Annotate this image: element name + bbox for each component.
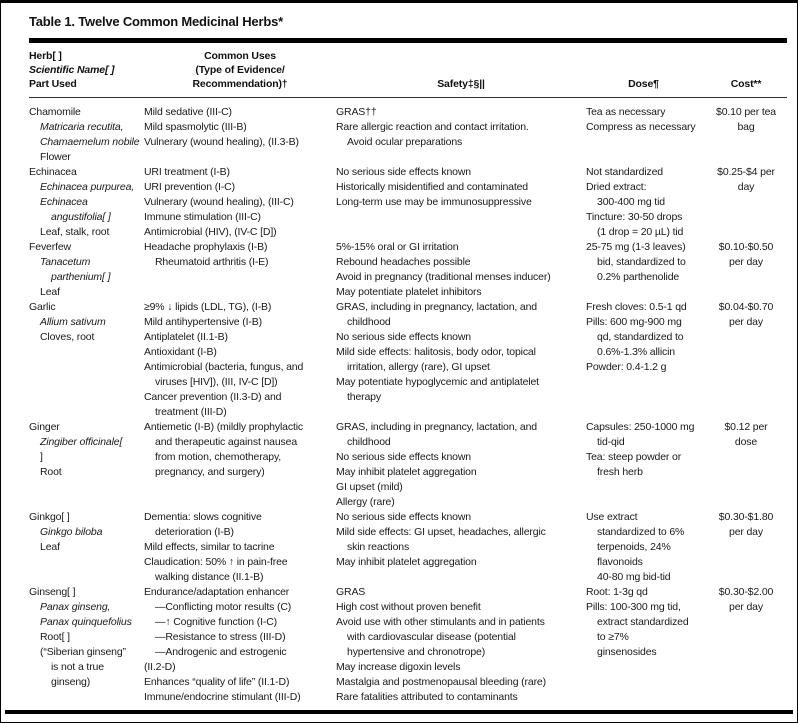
uses-line: URI treatment (I-B) bbox=[144, 166, 230, 178]
herb-line: Ginkgo[ ] bbox=[29, 511, 70, 523]
uses-line: Enhances “quality of life” (II.1-D) bbox=[144, 676, 290, 688]
safety-line: GRAS, including in pregnancy, lactation, and bbox=[336, 421, 537, 433]
cost-line: $0.25-$4 per bbox=[717, 166, 775, 178]
dose-line: to ≥7% bbox=[597, 631, 629, 643]
safety-cell bbox=[336, 420, 586, 510]
cost-line: $0.04-$0.70 bbox=[718, 301, 774, 313]
dose-line: 25-75 mg (1-3 leaves) bbox=[586, 241, 686, 253]
dose-line: Fresh cloves: 0.5-1 qd bbox=[586, 301, 687, 313]
herb-line: angustifolia[ ] bbox=[51, 211, 111, 223]
herb-line: ] bbox=[40, 451, 43, 463]
cost-line: bag bbox=[737, 121, 755, 133]
table-title: Table 1. Twelve Common Medicinal Herbs* bbox=[29, 14, 283, 29]
dose-line: Tea: steep powder or bbox=[586, 451, 682, 463]
herb-line: Panax ginseng, bbox=[40, 601, 111, 613]
safety-line: May potentiate hypoglycemic and antiplatelet bbox=[336, 376, 539, 388]
dose-line: qd, standardized to bbox=[597, 331, 684, 343]
column-header-dose bbox=[586, 77, 701, 91]
safety-line: May potentiate platelet inhibitors bbox=[336, 286, 482, 298]
cost-cell bbox=[701, 165, 791, 240]
table-header bbox=[29, 43, 797, 97]
safety-cell bbox=[336, 585, 586, 705]
uses-line: Antioxidant (I-B) bbox=[144, 346, 217, 358]
header-scientific-name-line: Scientific Name[ ] bbox=[29, 64, 115, 76]
dose-line: bid, standardized to bbox=[597, 256, 686, 268]
safety-line: GRAS bbox=[336, 586, 366, 598]
uses-line: —Resistance to stress (III-D) bbox=[155, 631, 286, 643]
uses-line: Headache prophylaxis (I-B) bbox=[144, 241, 268, 253]
cost-cell bbox=[701, 300, 791, 420]
dose-cell bbox=[586, 510, 701, 585]
cost-cell bbox=[701, 105, 791, 165]
uses-line: Antiemetic (I-B) (mildly prophylactic bbox=[144, 421, 303, 433]
cost-line: day bbox=[737, 181, 755, 193]
header-uses-line: (Type of Evidence/ bbox=[195, 64, 285, 76]
safety-line: irritation, allergy (rare), GI upset bbox=[347, 361, 490, 373]
cost-line: $0.10-$0.50 bbox=[718, 241, 774, 253]
herb-line: Garlic bbox=[29, 301, 56, 313]
herb-line: Ginseng[ ] bbox=[29, 586, 76, 598]
dose-line: Pills: 100-300 mg tid, bbox=[586, 601, 681, 613]
uses-cell bbox=[144, 510, 336, 585]
table-body bbox=[1, 98, 797, 705]
safety-line: GI upset (mild) bbox=[336, 481, 403, 493]
safety-cell bbox=[336, 165, 586, 240]
uses-line: deterioration (I-B) bbox=[155, 526, 234, 538]
herb-cell bbox=[29, 510, 144, 585]
herb-row-ginkgo bbox=[29, 510, 797, 585]
dose-line: standardized to 6% bbox=[597, 526, 685, 538]
uses-line: Vulnerary (wound healing), (III-C) bbox=[144, 196, 294, 208]
herb-row-echinacea bbox=[29, 165, 797, 240]
uses-line: Immune/endocrine stimulant (III-D) bbox=[144, 691, 301, 703]
safety-line: Avoid in pregnancy (traditional menses inducer) bbox=[336, 271, 551, 283]
cost-line: $0.30-$2.00 bbox=[718, 586, 774, 598]
dose-line: Pills: 600 mg-900 mg bbox=[586, 316, 682, 328]
safety-line: Avoid ocular preparations bbox=[347, 136, 463, 148]
dose-line: flavonoids bbox=[597, 556, 643, 568]
header-uses-line: Common Uses bbox=[204, 50, 276, 62]
cost-line: $0.10 per tea bbox=[716, 106, 776, 118]
herb-line: Chamomile bbox=[29, 106, 81, 118]
herb-line: Chamaemelum nobile bbox=[40, 136, 140, 148]
uses-line: —Androgenic and estrogenic bbox=[155, 646, 287, 658]
dose-cell bbox=[586, 240, 701, 300]
safety-line: Allergy (rare) bbox=[336, 496, 395, 508]
dose-line: Tincture: 30-50 drops bbox=[586, 211, 683, 223]
dose-line: Compress as necessary bbox=[586, 121, 696, 133]
herb-line: ginseng) bbox=[51, 676, 91, 688]
safety-line: childhood bbox=[347, 316, 391, 328]
cost-cell bbox=[701, 510, 791, 585]
herb-line: Root[ ] bbox=[40, 631, 70, 643]
herb-row-feverfew bbox=[29, 240, 797, 300]
dose-line: tid-qid bbox=[597, 436, 625, 448]
safety-line: Historically misidentified and contaminated bbox=[336, 181, 528, 193]
herb-line: Echinacea bbox=[29, 166, 77, 178]
dose-line: Use extract bbox=[586, 511, 638, 523]
header-cost-line: Cost** bbox=[730, 78, 762, 90]
safety-line: May inhibit platelet aggregation bbox=[336, 466, 477, 478]
column-header-safety bbox=[336, 77, 586, 91]
safety-line: Mastalgia and postmenopausal bleeding (rare) bbox=[336, 676, 546, 688]
herb-line: (“Siberian ginseng” bbox=[40, 646, 126, 658]
uses-line: Rheumatoid arthritis (I-E) bbox=[155, 256, 269, 268]
safety-line: Rare fatalities attributed to contaminants bbox=[336, 691, 518, 703]
herb-line: Echinacea purpurea, bbox=[40, 181, 135, 193]
dose-line: Capsules: 250-1000 mg bbox=[586, 421, 695, 433]
dose-line: (1 drop = 20 µL) tid bbox=[597, 226, 684, 238]
herb-line: Feverfew bbox=[29, 241, 71, 253]
herb-line: Flower bbox=[40, 151, 71, 163]
dose-line: 0.6%-1.3% allicin bbox=[597, 346, 675, 358]
safety-line: May inhibit platelet aggregation bbox=[336, 556, 477, 568]
herb-line: Leaf bbox=[40, 541, 60, 553]
herb-cell bbox=[29, 165, 144, 240]
safety-line: Mild side effects: halitosis, body odor, topical bbox=[336, 346, 536, 358]
dose-line: ginsenosides bbox=[597, 646, 657, 658]
safety-line: GRAS, including in pregnancy, lactation, and bbox=[336, 301, 537, 313]
cost-line: per day bbox=[729, 316, 763, 328]
herb-cell bbox=[29, 420, 144, 510]
uses-cell bbox=[144, 585, 336, 705]
safety-line: hypertensive and chronotrope) bbox=[347, 646, 486, 658]
uses-line: —Conflicting motor results (C) bbox=[155, 601, 292, 613]
herb-cell bbox=[29, 585, 144, 705]
herb-line: Zingiber officinale[ bbox=[40, 436, 123, 448]
dose-line: Root: 1-3g qd bbox=[586, 586, 648, 598]
column-header-common-uses bbox=[144, 49, 336, 91]
uses-line: (II.2-D) bbox=[144, 661, 176, 673]
herb-line: parthenium[ ] bbox=[51, 271, 111, 283]
dose-line: 0.2% parthenolide bbox=[597, 271, 680, 283]
uses-cell bbox=[144, 165, 336, 240]
dose-line: Not standardized bbox=[586, 166, 663, 178]
uses-line: Dementia: slows cognitive bbox=[144, 511, 262, 523]
cost-line: per day bbox=[729, 526, 763, 538]
uses-line: Mild sedative (III-C) bbox=[144, 106, 232, 118]
herb-line: Ginkgo biloba bbox=[40, 526, 103, 538]
safety-line: therapy bbox=[347, 391, 381, 403]
dose-line: Tea as necessary bbox=[586, 106, 666, 118]
safety-line: childhood bbox=[347, 436, 391, 448]
header-uses-line: Recommendation)† bbox=[192, 78, 288, 90]
dose-line: terpenoids, 24% bbox=[597, 541, 671, 553]
uses-line: Immune stimulation (III-C) bbox=[144, 211, 261, 223]
safety-cell bbox=[336, 300, 586, 420]
safety-line: High cost without proven benefit bbox=[336, 601, 481, 613]
column-header-herb bbox=[29, 49, 144, 91]
dose-cell bbox=[586, 585, 701, 705]
dose-cell bbox=[586, 420, 701, 510]
dose-cell bbox=[586, 300, 701, 420]
uses-line: from motion, chemotherapy, bbox=[155, 451, 282, 463]
dose-line: Dried extract: bbox=[586, 181, 647, 193]
herb-line: is not a true bbox=[51, 661, 104, 673]
dose-line: extract standardized bbox=[597, 616, 689, 628]
uses-line: Claudication: 50% ↑ in pain-free bbox=[144, 556, 288, 568]
herb-cell bbox=[29, 240, 144, 300]
herb-line: Leaf, stalk, root bbox=[40, 226, 110, 238]
herb-row-chamomile bbox=[29, 105, 797, 165]
herb-line: Root bbox=[40, 466, 62, 478]
cost-line: per day bbox=[729, 601, 763, 613]
safety-line: Mild side effects: GI upset, headaches, allergic bbox=[336, 526, 546, 538]
safety-line: 5%-15% oral or GI irritation bbox=[336, 241, 459, 253]
cost-cell bbox=[701, 585, 791, 705]
uses-cell bbox=[144, 105, 336, 165]
safety-line: skin reactions bbox=[347, 541, 410, 553]
safety-line: Avoid use with other stimulants and in patients bbox=[336, 616, 545, 628]
uses-line: Antiplatelet (II.1-B) bbox=[144, 331, 228, 343]
uses-line: pregnancy, and surgery) bbox=[155, 466, 265, 478]
herb-line: Panax quinquefolius bbox=[40, 616, 132, 628]
safety-line: GRAS†† bbox=[336, 106, 377, 118]
safety-line: Rare allergic reaction and contact irritation. bbox=[336, 121, 529, 133]
safety-line: No serious side effects known bbox=[336, 511, 471, 523]
herb-line: Leaf bbox=[40, 286, 60, 298]
dose-line: fresh herb bbox=[597, 466, 643, 478]
uses-line: Mild spasmolytic (III-B) bbox=[144, 121, 247, 133]
bottom-rule bbox=[5, 710, 793, 714]
herb-line: Ginger bbox=[29, 421, 60, 433]
herb-row-ginger bbox=[29, 420, 797, 510]
uses-line: URI prevention (I-C) bbox=[144, 181, 235, 193]
header-safety-line: Safety‡§|| bbox=[437, 78, 485, 90]
safety-line: with cardiovascular disease (potential bbox=[347, 631, 516, 643]
uses-line: treatment (III-D) bbox=[155, 406, 227, 418]
safety-cell bbox=[336, 510, 586, 585]
cost-line: dose bbox=[734, 436, 758, 448]
cost-cell bbox=[701, 240, 791, 300]
header-dose-line: Dose¶ bbox=[628, 78, 659, 90]
uses-line: walking distance (II.1-B) bbox=[155, 571, 264, 583]
safety-line: Long-term use may be immunosuppressive bbox=[336, 196, 532, 208]
column-header-cost bbox=[701, 77, 791, 91]
dose-cell bbox=[586, 165, 701, 240]
uses-line: —↑ Cognitive function (I-C) bbox=[155, 616, 277, 628]
safety-cell bbox=[336, 240, 586, 300]
uses-line: Cancer prevention (II.3-D) and bbox=[144, 391, 282, 403]
safety-cell bbox=[336, 105, 586, 165]
header-part-used-line: Part Used bbox=[29, 78, 77, 90]
uses-line: and therapeutic against nausea bbox=[155, 436, 298, 448]
uses-cell bbox=[144, 240, 336, 300]
dose-line: 300-400 mg tid bbox=[597, 196, 665, 208]
safety-line: Rebound headaches possible bbox=[336, 256, 471, 268]
uses-cell bbox=[144, 300, 336, 420]
herb-line: Matricaria recutita, bbox=[40, 121, 124, 133]
uses-line: Antimicrobial (bacteria, fungus, and bbox=[144, 361, 304, 373]
herb-cell bbox=[29, 300, 144, 420]
herb-row-ginseng bbox=[29, 585, 797, 705]
header-herb-line: Herb[ ] bbox=[29, 50, 62, 62]
safety-line: May increase digoxin levels bbox=[336, 661, 461, 673]
cost-cell bbox=[701, 420, 791, 510]
herb-line: Allium sativum bbox=[40, 316, 106, 328]
herb-cell bbox=[29, 105, 144, 165]
cost-line: per day bbox=[729, 256, 763, 268]
uses-line: viruses [HIV]), (III, IV-C [D]) bbox=[155, 376, 278, 388]
herb-row-garlic bbox=[29, 300, 797, 420]
herb-line: Echinacea bbox=[40, 196, 88, 208]
uses-cell bbox=[144, 420, 336, 510]
dose-cell bbox=[586, 105, 701, 165]
uses-line: Mild antihypertensive (I-B) bbox=[144, 316, 262, 328]
safety-line: No serious side effects known bbox=[336, 331, 471, 343]
uses-line: Vulnerary (wound healing), (II.3-B) bbox=[144, 136, 299, 148]
safety-line: No serious side effects known bbox=[336, 451, 471, 463]
uses-line: Endurance/adaptation enhancer bbox=[144, 586, 290, 598]
herb-line: Tanacetum bbox=[40, 256, 91, 268]
herb-line: Cloves, root bbox=[40, 331, 95, 343]
uses-line: ≥9% ↓ lipids (LDL, TG), (I-B) bbox=[144, 301, 272, 313]
uses-line: Mild effects, similar to tacrine bbox=[144, 541, 275, 553]
dose-line: 40-80 mg bid-tid bbox=[597, 571, 671, 583]
uses-line: Antimicrobial (HIV), (IV-C [D]) bbox=[144, 226, 277, 238]
cost-line: $0.12 per bbox=[724, 421, 768, 433]
cost-line: $0.30-$1.80 bbox=[718, 511, 774, 523]
dose-line: Powder: 0.4-1.2 g bbox=[586, 361, 667, 373]
safety-line: No serious side effects known bbox=[336, 166, 471, 178]
